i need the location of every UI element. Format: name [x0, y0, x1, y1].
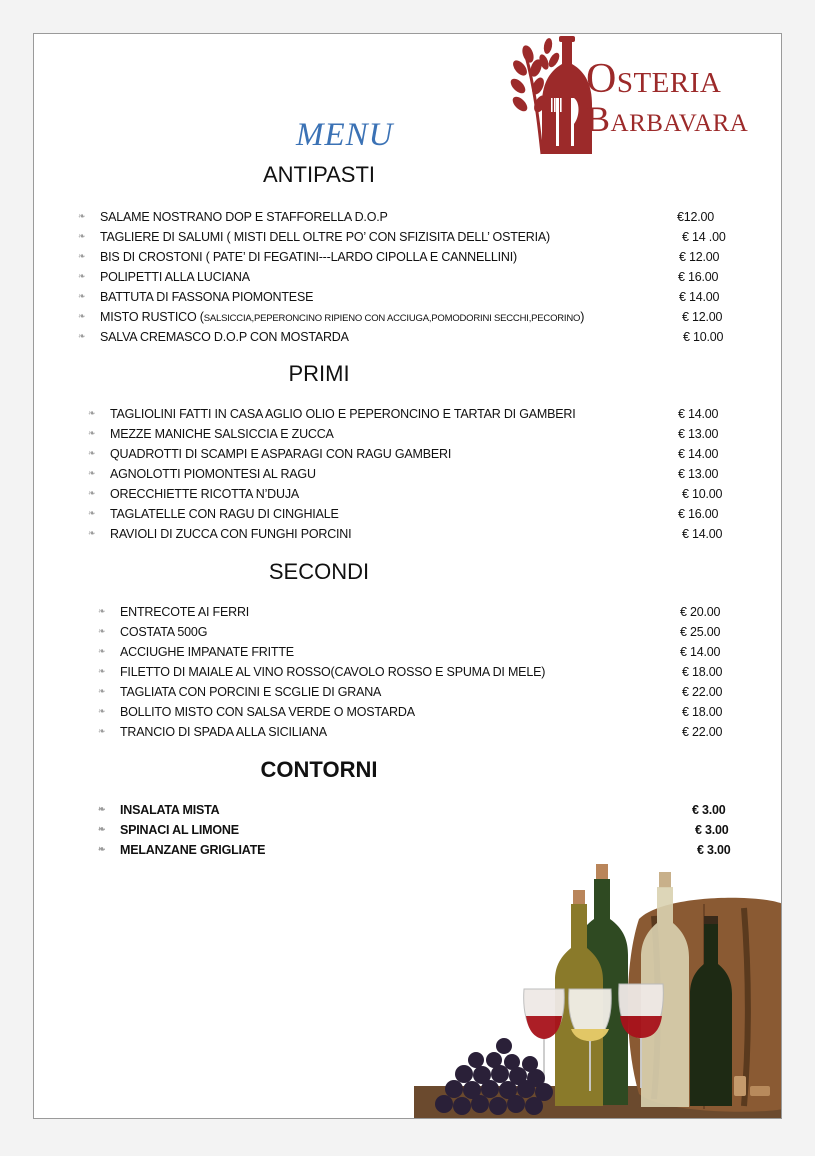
menu-item: ❧ MELANZANE GRIGLIATE € 3.00 [98, 843, 731, 857]
bullet-icon: ❧ [98, 804, 106, 814]
bullet-icon: ❧ [88, 448, 96, 458]
menu-item: ❧ QUADROTTI DI SCAMPI E ASPARAGI CON RAGU GAMBERI € 14.00 [88, 447, 719, 461]
bullet-icon: ❧ [98, 666, 106, 676]
menu-item: ❧ ORECCHIETTE RICOTTA N’DUJA € 10.00 [88, 487, 723, 501]
menu-item: ❧ AGNOLOTTI PIOMONTESI AL RAGU € 13.00 [88, 467, 719, 481]
menu-item: ❧ TAGLATELLE CON RAGU DI CINGHIALE € 16.00 [88, 507, 719, 521]
section-title-antipasti: ANTIPASTI [262, 162, 376, 187]
bullet-icon: ❧ [98, 626, 106, 636]
menu-item: ❧ TAGLIERE DI SALUMI ( MISTI DELL OLTRE PO’ CON SFIZISITA DELL’ OSTERIA) € 14 .00 [78, 230, 726, 244]
bullet-icon: ❧ [78, 291, 86, 301]
grapes-icon [435, 1038, 553, 1115]
bullet-icon: ❧ [78, 211, 86, 221]
bullet-icon: ❧ [78, 231, 86, 241]
menu-item: ❧ ENTRECOTE AI FERRI € 20.00 [98, 605, 721, 619]
bullet-icon: ❧ [98, 686, 106, 696]
menu-item: ❧ INSALATA MISTA € 3.00 [98, 803, 726, 817]
bullet-icon: ❧ [88, 428, 96, 438]
bullet-icon: ❧ [78, 331, 86, 341]
bullet-icon: ❧ [78, 251, 86, 261]
section-title-primi: PRIMI [288, 361, 350, 386]
restaurant-name-line2: Barbavara [586, 99, 749, 139]
bullet-icon: ❧ [98, 844, 106, 854]
restaurant-name-line1: Osteria [586, 56, 722, 102]
menu-item: ❧ TAGLIATA CON PORCINI E SCGLIE DI GRANA € 22.00 [98, 685, 723, 699]
bullet-icon: ❧ [88, 488, 96, 498]
menu-item: ❧ ACCIUGHE IMPANATE FRITTE € 14.00 [98, 645, 721, 659]
menu-item: ❧ MISTO RUSTICO (SALSICCIA,PEPERONCINO RIPIENO CON ACCIUGA,POMODORINI SECCHI,PECORINO) € 12.00 [78, 310, 723, 324]
bullet-icon: ❧ [88, 468, 96, 478]
bullet-icon: ❧ [98, 824, 106, 834]
menu-item: ❧ COSTATA 500G € 25.00 [98, 625, 721, 639]
bullet-icon: ❧ [88, 408, 96, 418]
menu-item: ❧ MEZZE MANICHE SALSICCIA E ZUCCA € 13.00 [88, 427, 719, 441]
menu-item: ❧ BATTUTA DI FASSONA PIOMONTESE € 14.00 [78, 290, 720, 304]
menu-title: MENU [296, 117, 394, 153]
bullet-icon: ❧ [98, 606, 106, 616]
bullet-icon: ❧ [78, 271, 86, 281]
menu-item: ❧ RAVIOLI DI ZUCCA CON FUNGHI PORCINI € 14.00 [88, 527, 723, 541]
bullet-icon: ❧ [88, 528, 96, 538]
bullet-icon: ❧ [98, 726, 106, 736]
menu-item: ❧ SALVA CREMASCO D.O.P CON MOSTARDA € 10.00 [78, 330, 724, 344]
wine-bottles-illustration [414, 824, 782, 1119]
bullet-icon: ❧ [88, 508, 96, 518]
menu-item: ❧ POLIPETTI ALLA LUCIANA € 16.00 [78, 270, 719, 284]
section-title-contorni: CONTORNI [260, 757, 378, 782]
menu-item: ❧ TRANCIO DI SPADA ALLA SICILIANA € 22.00 [98, 725, 723, 739]
bullet-icon: ❧ [98, 646, 106, 656]
section-title-secondi: SECONDI [268, 559, 370, 584]
menu-page [33, 33, 782, 1119]
menu-item: ❧ BOLLITO MISTO CON SALSA VERDE O MOSTARDA € 18.00 [98, 705, 723, 719]
menu-item: ❧ SALAME NOSTRANO DOP E STAFFORELLA D.O.P €12.00 [78, 210, 715, 224]
menu-item: ❧ SPINACI AL LIMONE € 3.00 [98, 823, 729, 837]
menu-item: ❧ TAGLIOLINI FATTI IN CASA AGLIO OLIO E PEPERONCINO E TARTAR DI GAMBERI € 14.00 [88, 407, 719, 421]
bullet-icon: ❧ [98, 706, 106, 716]
menu-item: ❧ FILETTO DI MAIALE AL VINO ROSSO(CAVOLO ROSSO E SPUMA DI MELE) € 18.00 [98, 665, 723, 679]
bullet-icon: ❧ [78, 311, 86, 321]
menu-item: ❧ BIS DI CROSTONI ( PATE’ DI FEGATINI---LARDO CIPOLLA E CANNELLINI) € 12.00 [78, 250, 720, 264]
